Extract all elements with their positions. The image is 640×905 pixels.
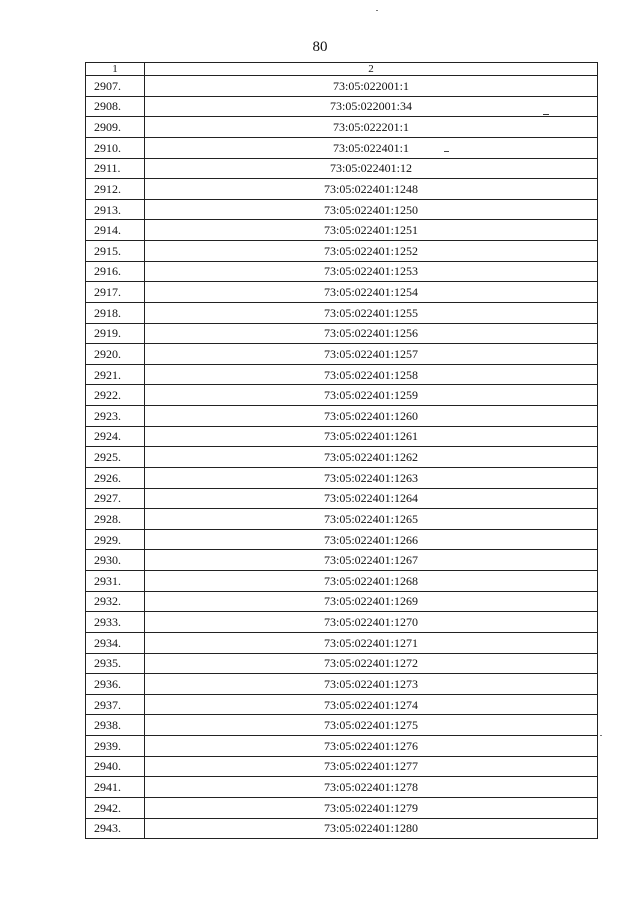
table-row [86, 529, 598, 550]
cadastral-number: 73:05:022401:1263 [145, 467, 598, 488]
table-row [86, 467, 598, 488]
row-index: 2923. [86, 406, 145, 427]
table-row [86, 509, 598, 530]
table-row [86, 385, 598, 406]
cadastral-number: 73:05:022401:1255 [145, 302, 598, 323]
table-row [86, 96, 598, 117]
table-row [86, 137, 598, 158]
row-index: 2913. [86, 199, 145, 220]
cadastral-number: 73:05:022401:1280 [145, 818, 598, 839]
row-index: 2911. [86, 158, 145, 179]
cadastral-number: 73:05:022401:1261 [145, 426, 598, 447]
cadastral-number: 73:05:022001:34 [145, 96, 598, 117]
table-row [86, 756, 598, 777]
scan-speck [444, 151, 449, 152]
row-index: 2930. [86, 550, 145, 571]
cadastral-number: 73:05:022401:1258 [145, 364, 598, 385]
row-index: 2932. [86, 591, 145, 612]
table-row [86, 447, 598, 468]
row-index: 2916. [86, 261, 145, 282]
table-row [86, 302, 598, 323]
row-index: 2936. [86, 674, 145, 695]
cadastral-number: 73:05:022401:1273 [145, 674, 598, 695]
cadastral-number: 73:05:022401:1253 [145, 261, 598, 282]
table-row [86, 653, 598, 674]
row-index: 2933. [86, 612, 145, 633]
table-row [86, 199, 598, 220]
row-index: 2920. [86, 344, 145, 365]
row-index: 2907. [86, 76, 145, 97]
table-body [86, 76, 598, 839]
row-index: 2926. [86, 467, 145, 488]
table-row [86, 694, 598, 715]
cadastral-number: 73:05:022401:1262 [145, 447, 598, 468]
cadastral-number: 73:05:022401:1264 [145, 488, 598, 509]
table-row [86, 674, 598, 695]
row-index: 2938. [86, 715, 145, 736]
row-index: 2928. [86, 509, 145, 530]
row-index: 2927. [86, 488, 145, 509]
cadastral-number: 73:05:022401:12 [145, 158, 598, 179]
row-index: 2914. [86, 220, 145, 241]
table-header-row [86, 63, 598, 76]
cadastral-number: 73:05:022401:1270 [145, 612, 598, 633]
scan-speck [543, 114, 549, 115]
row-index: 2943. [86, 818, 145, 839]
table-row [86, 488, 598, 509]
table-row [86, 344, 598, 365]
scan-speck [376, 10, 378, 11]
row-index: 2937. [86, 694, 145, 715]
cadastral-number: 73:05:022401:1269 [145, 591, 598, 612]
row-index: 2917. [86, 282, 145, 303]
table-row [86, 591, 598, 612]
cadastral-number: 73:05:022401:1254 [145, 282, 598, 303]
cadastral-number: 73:05:022401:1259 [145, 385, 598, 406]
cadastral-number: 73:05:022401:1266 [145, 529, 598, 550]
page-number: 80 [312, 39, 328, 55]
row-index: 2941. [86, 777, 145, 798]
column-header-cadastral-number: 2 [145, 63, 598, 76]
cadastral-number: 73:05:022401:1250 [145, 199, 598, 220]
table-row [86, 632, 598, 653]
table-row [86, 818, 598, 839]
table-row [86, 261, 598, 282]
row-index: 2925. [86, 447, 145, 468]
cadastral-number: 73:05:022201:1 [145, 117, 598, 138]
row-index: 2921. [86, 364, 145, 385]
cadastral-number: 73:05:022401:1278 [145, 777, 598, 798]
cadastral-number: 73:05:022401:1277 [145, 756, 598, 777]
cadastral-number: 73:05:022401:1257 [145, 344, 598, 365]
cadastral-number: 73:05:022401:1265 [145, 509, 598, 530]
row-index: 2908. [86, 96, 145, 117]
cadastral-number: 73:05:022401:1279 [145, 797, 598, 818]
row-index: 2922. [86, 385, 145, 406]
row-index: 2912. [86, 179, 145, 200]
table-row [86, 406, 598, 427]
table-row [86, 736, 598, 757]
cadastral-number: 73:05:022401:1251 [145, 220, 598, 241]
row-index: 2915. [86, 241, 145, 262]
table-row [86, 76, 598, 97]
table-row [86, 797, 598, 818]
table-row [86, 550, 598, 571]
cadastral-number: 73:05:022401:1252 [145, 241, 598, 262]
row-index: 2918. [86, 302, 145, 323]
cadastral-number: 73:05:022401:1 [145, 137, 598, 158]
table-row [86, 158, 598, 179]
cadastral-number: 73:05:022401:1271 [145, 632, 598, 653]
scan-speck [600, 735, 602, 736]
table-row [86, 777, 598, 798]
table-row [86, 426, 598, 447]
row-index: 2940. [86, 756, 145, 777]
row-index: 2931. [86, 571, 145, 592]
row-index: 2934. [86, 632, 145, 653]
row-index: 2909. [86, 117, 145, 138]
cadastral-number: 73:05:022401:1256 [145, 323, 598, 344]
table-row [86, 241, 598, 262]
row-index: 2919. [86, 323, 145, 344]
row-index: 2924. [86, 426, 145, 447]
row-index: 2942. [86, 797, 145, 818]
cadastral-number: 73:05:022001:1 [145, 76, 598, 97]
table-row [86, 612, 598, 633]
table-row [86, 571, 598, 592]
cadastral-number: 73:05:022401:1272 [145, 653, 598, 674]
table-row [86, 364, 598, 385]
table-row [86, 117, 598, 138]
row-index: 2929. [86, 529, 145, 550]
row-index: 2935. [86, 653, 145, 674]
cadastral-number-table [85, 62, 598, 839]
table-row [86, 220, 598, 241]
cadastral-number: 73:05:022401:1267 [145, 550, 598, 571]
column-header-index: 1 [86, 63, 145, 76]
row-index: 2910. [86, 137, 145, 158]
cadastral-number: 73:05:022401:1248 [145, 179, 598, 200]
table-header [86, 63, 598, 76]
cadastral-number: 73:05:022401:1276 [145, 736, 598, 757]
table-row [86, 179, 598, 200]
table-row [86, 323, 598, 344]
cadastral-number: 73:05:022401:1260 [145, 406, 598, 427]
table-row [86, 282, 598, 303]
cadastral-number: 73:05:022401:1268 [145, 571, 598, 592]
cadastral-number: 73:05:022401:1275 [145, 715, 598, 736]
row-index: 2939. [86, 736, 145, 757]
table-row [86, 715, 598, 736]
cadastral-number: 73:05:022401:1274 [145, 694, 598, 715]
